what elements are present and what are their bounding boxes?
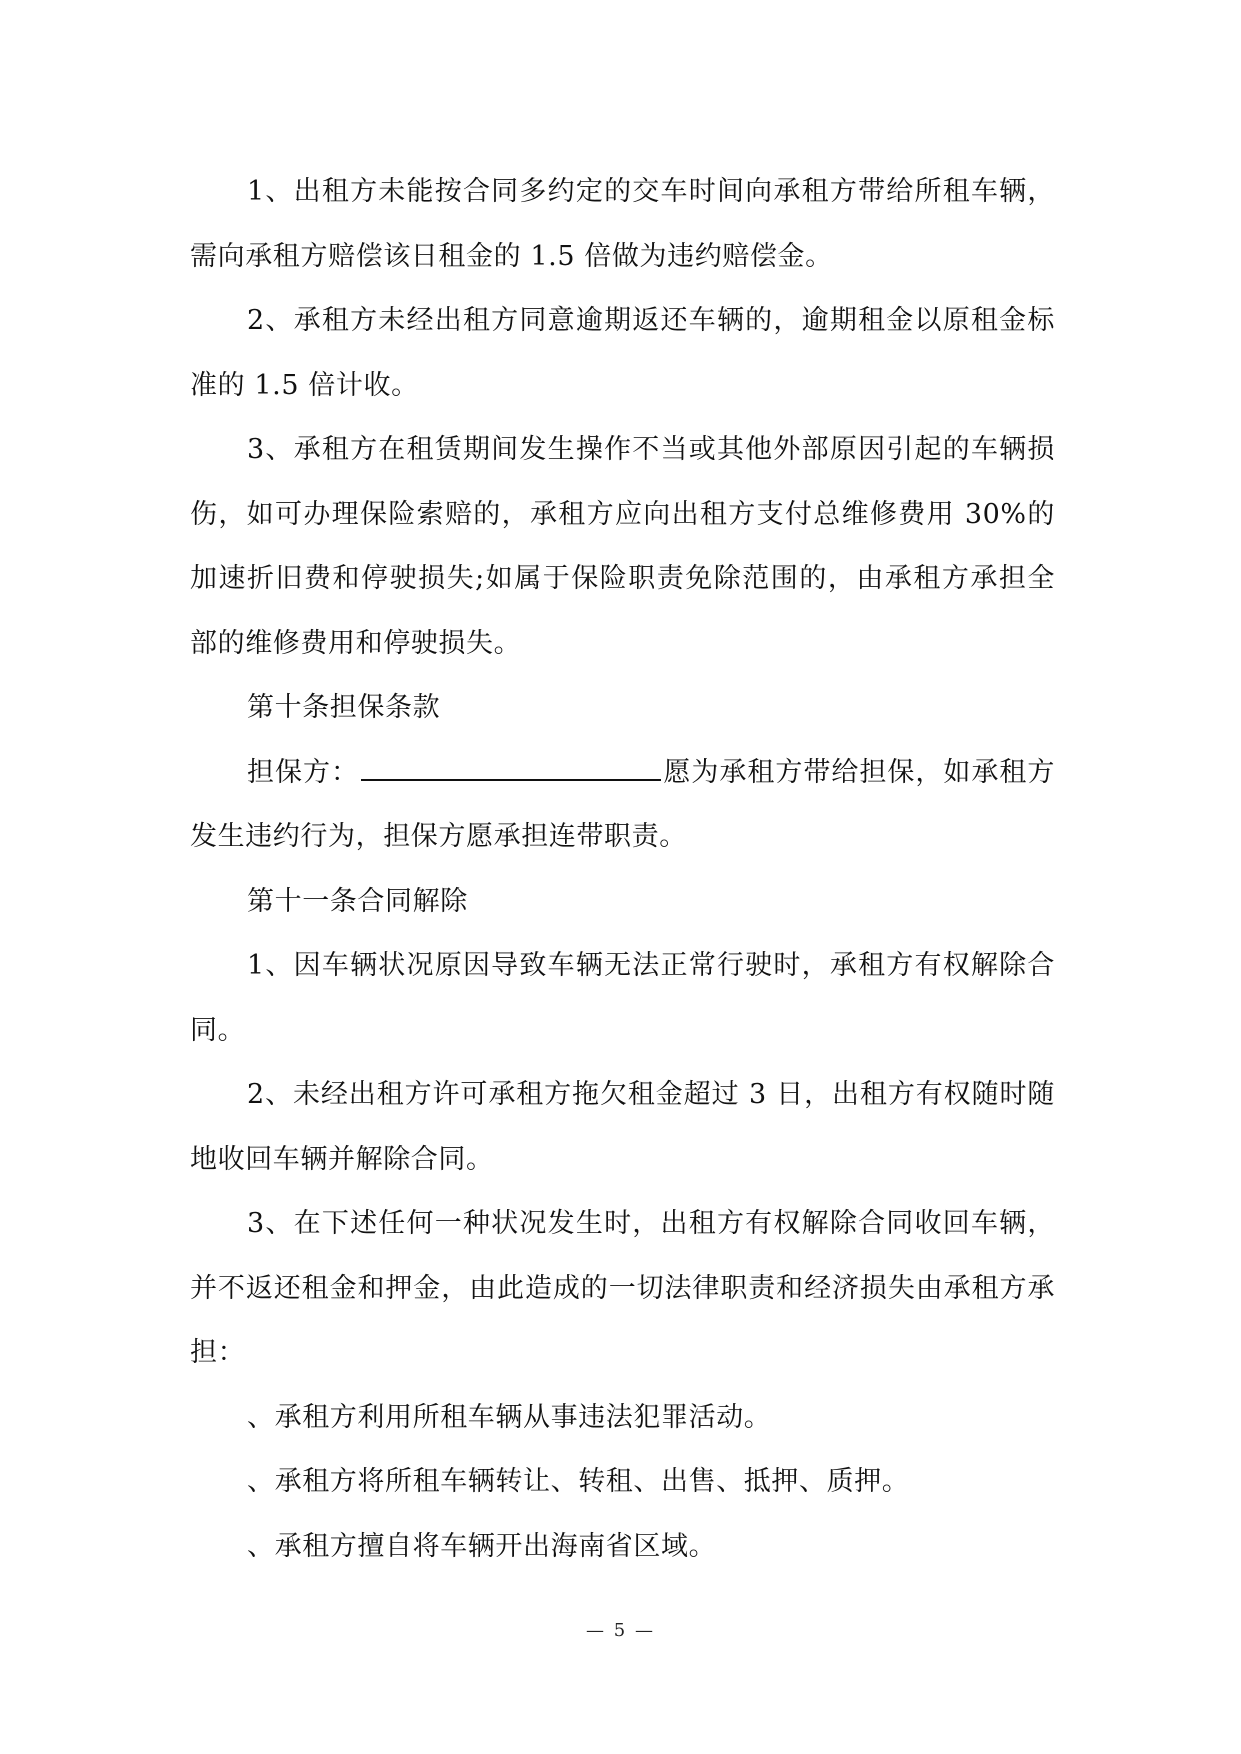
guarantor-label: 担保方： <box>247 756 359 788</box>
paragraph-clause-11-1: 1、因车辆状况原因导致车辆无法正常行驶时，承租方有权解除合同。 <box>190 950 1055 1046</box>
document-body <box>190 160 1055 1579</box>
heading-article-10: 第十条担保条款 <box>247 692 441 723</box>
page-number: — 5 — <box>586 1620 655 1641</box>
paragraph-clause-11-2: 2、未经出租方许可承租方拖欠租金超过 3 日，出租方有权随时随地收回车辆并解除合同。 <box>190 1079 1055 1175</box>
list-item-transfer: 、承租方将所租车辆转让、转租、出售、抵押、质押。 <box>247 1466 910 1497</box>
guarantor-blank-line <box>361 757 661 781</box>
list-item-illegal-use: 、承租方利用所租车辆从事违法犯罪活动。 <box>247 1401 772 1433</box>
paragraph-guarantor <box>190 741 1055 870</box>
paragraph-clause-9-2: 2、承租方未经出租方同意逾期返还车辆的，逾期租金以原租金标准的 1.5 倍计收。 <box>190 305 1055 401</box>
paragraph-clause-9-3: 3、承租方在租赁期间发生操作不当或其他外部原因引起的车辆损伤，如可办理保险索赔的，承租方应向出租方支付总维修费用 30%的加速折旧费和停驶损失;如属于保险职责免除范围的，由承租方承担全部的维修费用和停驶损失。 <box>190 434 1055 659</box>
paragraph-clause-11-3: 3、在下述任何一种状况发生时，出租方有权解除合同收回车辆，并不返还租金和押金，由此造成的一切法律职责和经济损失由承租方承担： <box>190 1208 1055 1368</box>
heading-article-11: 第十一条合同解除 <box>247 885 468 917</box>
guarantor-text: 愿为承租方带给担保，如承租方发生违约行为，担保方愿承担连带职责。 <box>190 756 1055 852</box>
list-item-leave-province: 、承租方擅自将车辆开出海南省区域。 <box>247 1530 717 1562</box>
paragraph-clause-9-1: 1、出租方未能按合同多约定的交车时间向承租方带给所租车辆，需向承租方赔偿该日租金的 1.5 倍做为违约赔偿金。 <box>190 176 1055 272</box>
